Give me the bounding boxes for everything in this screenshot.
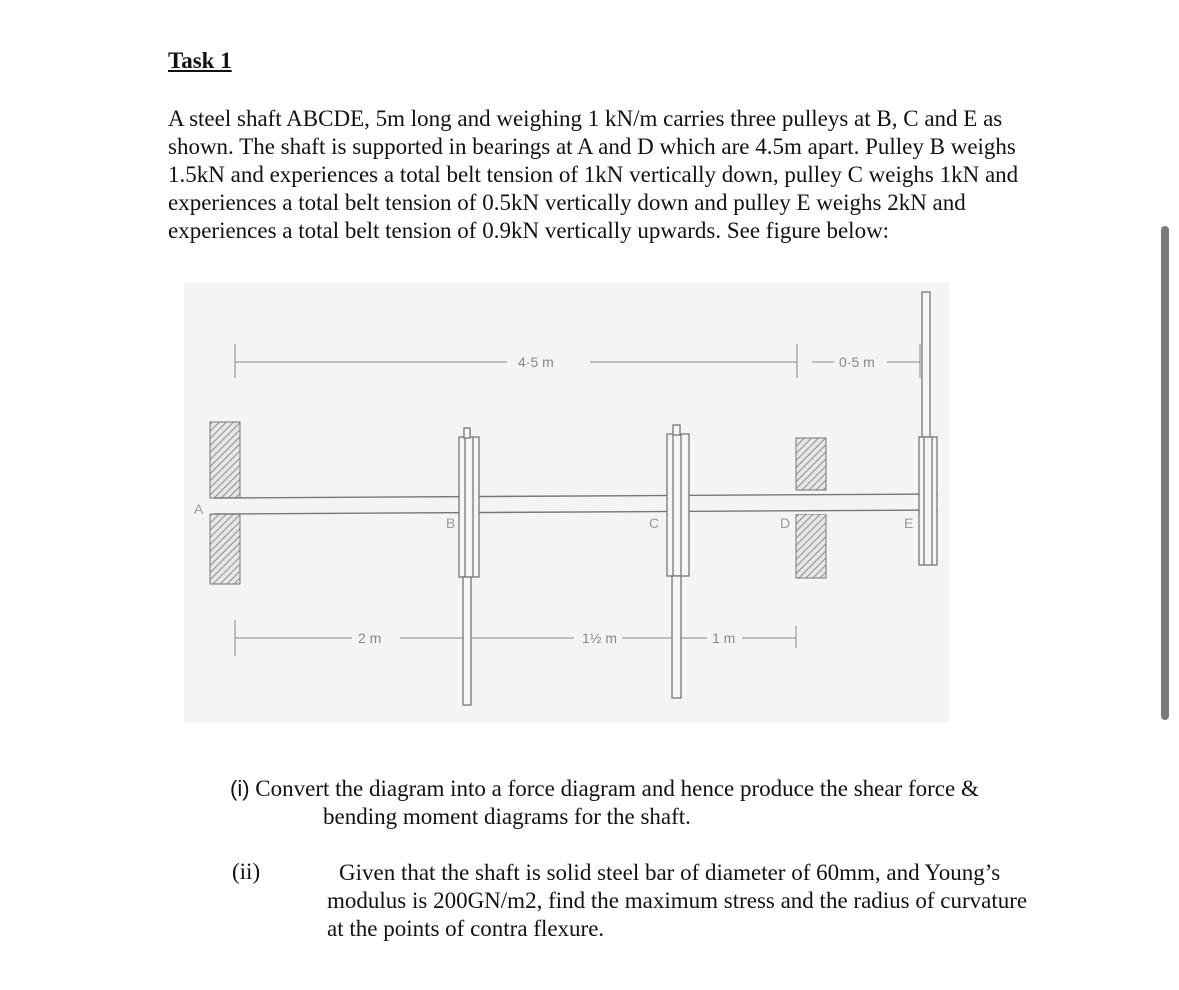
label-d: D bbox=[780, 515, 791, 531]
bearing-a-bottom bbox=[210, 514, 240, 584]
shaft-figure bbox=[182, 282, 952, 722]
label-c: C bbox=[649, 515, 660, 531]
question-ii-label: (ii) bbox=[232, 859, 261, 884]
question-ii-line: at the points of contra flexure. bbox=[327, 916, 605, 941]
bearing-a-top bbox=[210, 422, 240, 498]
label-b: B bbox=[446, 515, 456, 531]
dim-label-2m: 2 m bbox=[358, 630, 382, 646]
statement-line: 1.5kN and experiences a total belt tension of 1kN vertically down, pulley C weighs 1kN and bbox=[168, 162, 1019, 187]
statement-line: experiences a total belt tension of 0.5kN vertically down and pulley E weighs 2kN and bbox=[168, 190, 966, 215]
label-a: A bbox=[194, 501, 204, 517]
statement-line: A steel shaft ABCDE, 5m long and weighing 1 kN/m carries three pulleys at B, C and E as bbox=[168, 106, 1003, 131]
dim-label-0-5m: 0·5 m bbox=[839, 354, 875, 370]
dim-label-1m: 1 m bbox=[712, 630, 736, 646]
bearing-d-bottom bbox=[796, 514, 826, 578]
label-e: E bbox=[904, 515, 914, 531]
vertical-scrollbar[interactable] bbox=[1161, 226, 1169, 720]
dim-label-4-5m: 4·5 m bbox=[518, 354, 554, 370]
question-ii-line: Given that the shaft is solid steel bar of diameter of 60mm, and Young’s bbox=[339, 860, 1001, 885]
task-title: Task 1 bbox=[168, 48, 232, 73]
statement-line: experiences a total belt tension of 0.9kN vertically upwards. See figure below: bbox=[168, 218, 890, 243]
question-i-line: Convert the diagram into a force diagram and hence produce the shear force & bbox=[255, 776, 979, 801]
problem-statement bbox=[168, 105, 1068, 245]
question-ii-line: modulus is 200GN/m2, find the maximum stress and the radius of curvature bbox=[327, 888, 1028, 913]
bearing-d-top bbox=[796, 438, 826, 490]
dim-label-1-5m: 1½ m bbox=[582, 630, 618, 646]
statement-line: shown. The shaft is supported in bearings at A and D which are 4.5m apart. Pulley B weighs bbox=[168, 134, 1016, 159]
question-i-line: bending moment diagrams for the shaft. bbox=[323, 804, 691, 829]
question-ii bbox=[327, 859, 1067, 943]
shaft-diagram bbox=[182, 282, 952, 722]
question-i bbox=[230, 775, 1050, 831]
question-i-label: (i) bbox=[230, 776, 250, 801]
